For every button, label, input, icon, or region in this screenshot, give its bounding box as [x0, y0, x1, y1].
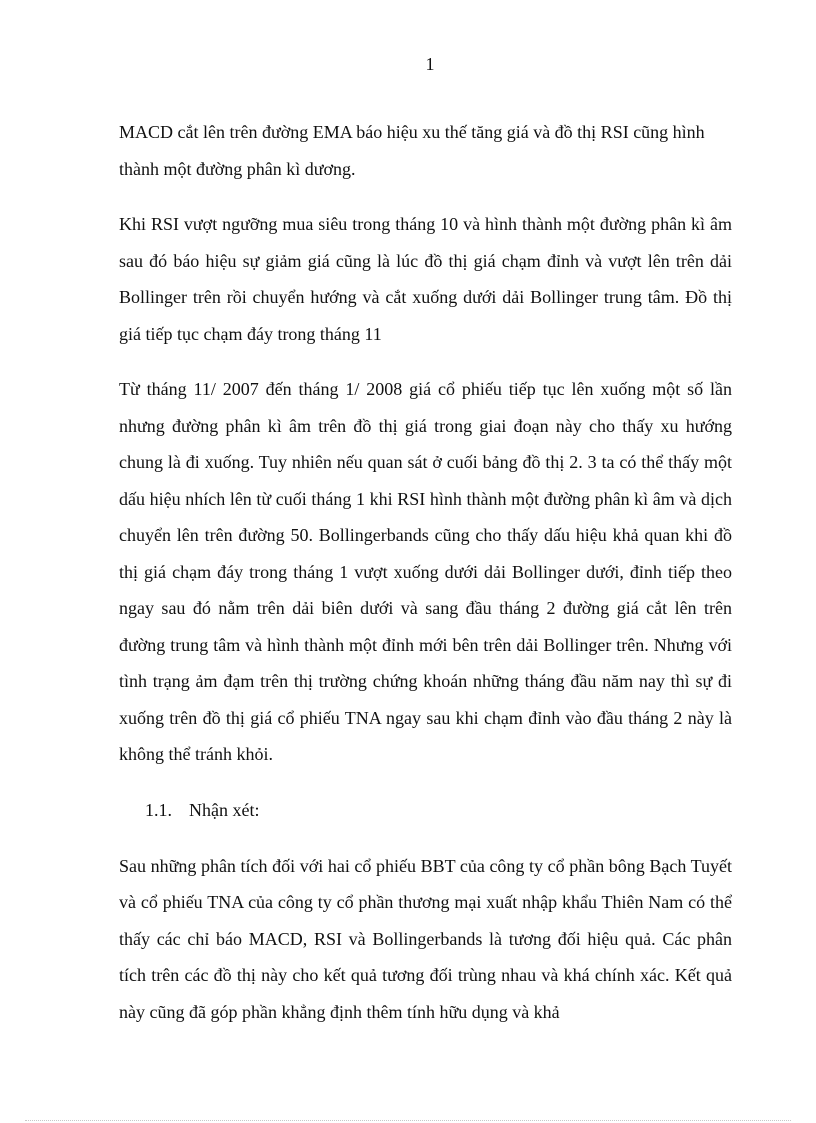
page-number: 1 [425, 54, 435, 74]
section-title: Nhận xét: [189, 799, 260, 820]
paragraph-rsi-october: Khi RSI vượt ngưỡng mua siêu trong tháng 10 và hình thành một đường phân kì âm sau đó báo hiệu sự giảm giá cũng là lúc đồ thị giá chạm đỉnh và vượt lên trên dải Bollinger trên rồi chuyển hướng và cắt xuống dưới dải Bollinger trung tâm. Đồ thị giá tiếp tục chạm đáy trong tháng 11 [119, 214, 732, 344]
document-body [119, 114, 732, 1049]
section-heading [119, 792, 732, 828]
paragraph-november-january: Từ tháng 11/ 2007 đến tháng 1/ 2008 giá cổ phiếu tiếp tục lên xuống một số lần nhưng đường phân kì âm trên đồ thị giá trong giai đoạn này cho thấy xu hướng chung là đi xuống. Tuy nhiên nếu quan sát ở cuối bảng đồ thị 2. 3 ta có thể thấy một dấu hiệu nhích lên từ cuối tháng 1 khi RSI hình thành một đường phân kì âm và dịch chuyển lên trên đường 50. Bollingerbands cũng cho thấy dấu hiệu khả quan khi đồ thị giá chạm đáy trong tháng 1 vượt xuống dưới dải Bollinger dưới, đỉnh tiếp theo ngay sau đó nằm trên dải biên dưới và sang đầu tháng 2 đường giá cắt lên trên đường trung tâm và hình thành một đỉnh mới bên trên dải Bollinger trên. Nhưng với tình trạng ảm đạm trên thị trường chứng khoán những tháng đầu năm nay thì sự đi xuống trên đồ thị giá cổ phiếu TNA ngay sau khi chạm đỉnh vào đầu tháng 2 này là không thể tránh khỏi. [119, 379, 732, 764]
paragraph-macd-ema: MACD cắt lên trên đường EMA báo hiệu xu thế tăng giá và đồ thị RSI cũng hình thành một đường phân kì dương. [119, 122, 705, 179]
section-number: 1.1. [145, 799, 172, 820]
page-bottom-dotted-rule [25, 1120, 791, 1121]
paragraph-conclusion: Sau những phân tích đối với hai cổ phiếu BBT của công ty cổ phần bông Bạch Tuyết và cổ phiếu TNA của công ty cổ phần thương mại xuất nhập khẩu Thiên Nam có thể thấy các chỉ báo MACD, RSI và Bollingerbands là tương đối hiệu quả. Các phân tích trên các đồ thị này cho kết quả tương đối trùng nhau và khá chính xác. Kết quả này cũng đã góp phần khẳng định thêm tính hữu dụng và khả [119, 855, 732, 1022]
